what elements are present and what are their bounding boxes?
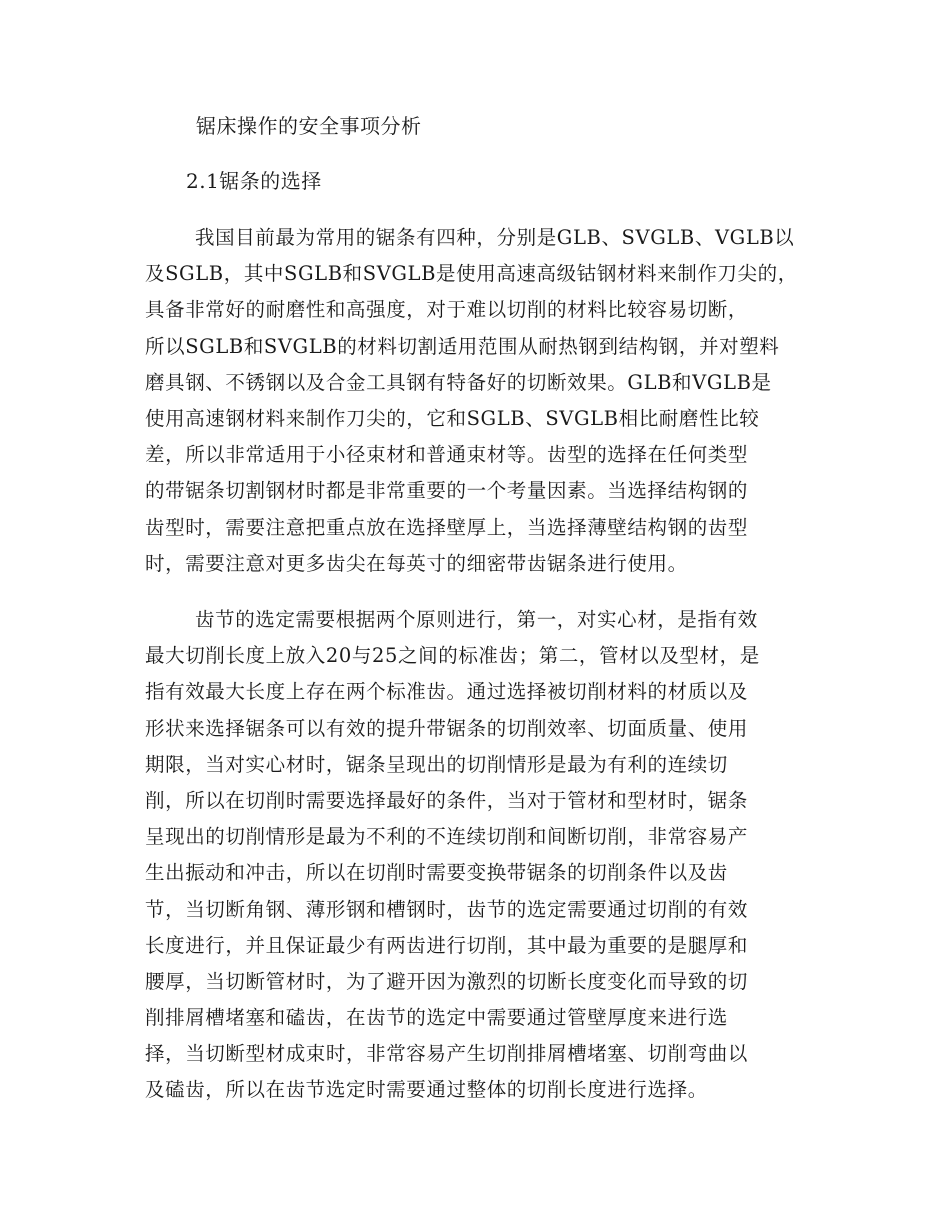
paragraph-line: 长度进行，并且保证最少有两齿进行切削，其中最为重要的是腿厚和 (145, 933, 749, 957)
paragraph-saw-blade-types (145, 220, 825, 582)
paragraph-line: 及SGLB，其中SGLB和SVGLB是使用高速高级钴钢材料来制作刀尖的， (145, 262, 798, 286)
paragraph-line: 生出振动和冲击，所以在切削时需要变换带锯条的切削条件以及齿 (145, 861, 728, 885)
subsection-title: 2.1锯条的选择 (186, 169, 322, 193)
paragraph-line: 及磕齿，所以在齿节选定时需要通过整体的切削长度进行选择。 (145, 1078, 708, 1102)
section-title: 锯床操作的安全事项分析 (196, 114, 422, 138)
paragraph-line: 节，当切断角钢、薄形钢和槽钢时，齿节的选定需要通过切削的有效 (145, 897, 749, 921)
paragraph-tooth-pitch (145, 602, 825, 1109)
paragraph-line: 期限，当对实心材时，锯条呈现出的切削情形是最为有利的连续切 (145, 752, 728, 776)
paragraph-line: 差，所以非常适用于小径束材和普通束材等。齿型的选择在任何类型 (145, 443, 749, 467)
paragraph-line: 所以SGLB和SVGLB的材料切割适用范围从耐热钢到结构钢，并对塑料 (145, 334, 780, 358)
paragraph-line: 的带锯条切割钢材时都是非常重要的一个考量因素。当选择结构钢的 (145, 479, 749, 503)
paragraph-line: 齿节的选定需要根据两个原则进行，第一，对实心材，是指有效 (195, 608, 758, 631)
paragraph-line: 指有效最大长度上存在两个标准齿。通过选择被切削材料的材质以及 (145, 680, 749, 704)
paragraph-line: 最大切削长度上放入20与25之间的标准齿；第二，管材以及型材，是 (145, 644, 760, 668)
paragraph-line: 我国目前最为常用的锯条有四种，分别是GLB、SVGLB、VGLB以 (195, 226, 795, 249)
paragraph-line: 齿型时，需要注意把重点放在选择壁厚上，当选择薄壁结构钢的齿型 (145, 515, 749, 539)
paragraph-line: 时，需要注意对更多齿尖在每英寸的细密带齿锯条进行使用。 (145, 551, 688, 575)
paragraph-line: 削，所以在切削时需要选择最好的条件，当对于管材和型材时，锯条 (145, 788, 749, 812)
paragraph-line: 形状来选择锯条可以有效的提升带锯条的切削效率、切面质量、使用 (145, 716, 749, 740)
paragraph-line: 磨具钢、不锈钢以及合金工具钢有特备好的切断效果。GLB和VGLB是 (145, 370, 772, 394)
paragraph-line: 削排屑槽堵塞和磕齿，在齿节的选定中需要通过管壁厚度来进行选 (145, 1006, 728, 1030)
paragraph-line: 具备非常好的耐磨性和高强度，对于难以切削的材料比较容易切断， (145, 298, 749, 322)
paragraph-line: 择，当切断型材成束时，非常容易产生切削排屑槽堵塞、切削弯曲以 (145, 1042, 749, 1066)
paragraph-line: 腰厚，当切断管材时，为了避开因为激烈的切断长度变化而导致的切 (145, 969, 749, 993)
paragraph-line: 呈现出的切削情形是最为不利的不连续切削和间断切削，非常容易产 (145, 825, 749, 849)
paragraph-line: 使用高速钢材料来制作刀尖的，它和SGLB、SVGLB相比耐磨性比较 (145, 406, 760, 430)
